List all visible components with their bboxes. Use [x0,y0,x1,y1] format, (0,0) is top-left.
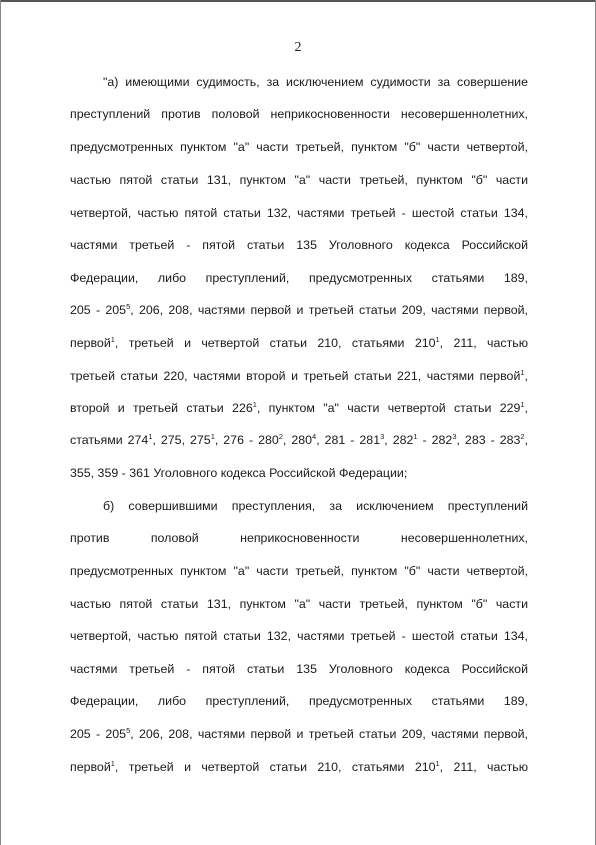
text-line: предусмотренных пунктом "а" части третьей, пунктом "б" части четвертой, [70,564,528,578]
page-top-border [0,0,596,2]
text-line: частью пятой статьи 131, пунктом "а" части третьей, пунктом "б" части [70,173,528,187]
text-line: предусмотренных пунктом "а" части третьей, пунктом "б" части четвертой, [70,140,528,154]
text-line: 355, 359 - 361 Уголовного кодекса Российской Федерации; [70,466,408,480]
text-line: четвертой, частью пятой статьи 132, частями третьей - шестой статьи 134, [70,629,528,643]
page-left-border [0,0,1,845]
text-line: б) совершившими преступления, за исключением преступлений [103,499,528,513]
text-line: $205 - 205^5$, 206, 208, частями первой и третьей статьи 209, частями первой, [70,726,529,741]
text-line: Федерации, либо преступлений, предусмотренных статьями 189, [70,271,528,285]
text-line: четвертой, частью пятой статьи 132, частями третьей - шестой статьи 134, [70,206,528,220]
page-number: 2 [294,40,302,55]
text-line: частью пятой статьи 131, пунктом "а" части третьей, пунктом "б" части [70,597,528,611]
text-line: третьей статьи 220, частями второй и третьей статьи 221, частями первой$^1$, [70,368,528,383]
text-line: первой$^1$, третьей и четвертой статьи 210, статьями $210^1$, 211, частью [70,759,528,774]
text-line: против половой неприкосновенности несовершеннолетних, [70,531,528,545]
text-line: преступлений против половой неприкосновенности несовершеннолетних, [70,107,528,121]
text-line: частями третьей - пятой статьи 135 Уголовного кодекса Российской [70,662,528,676]
text-line: первой$^1$, третьей и четвертой статьи 210, статьями $210^1$, 211, частью [70,335,528,350]
text-line: статьями $274^1$, 275, $275^1$, $276 - 280^2$, $280^4$, $281 - 281^3$, $282^1 - 282^3$, $283 - 283^2$, [70,432,529,447]
text-line: второй и третьей статьи $226^1$, пунктом "а" части четвертой статьи $229^1$, [70,400,528,415]
text-line: "а) имеющими судимость, за исключением судимости за совершение [103,75,528,89]
text-line: $205 - 205^5$, 206, 208, частями первой и третьей статьи 209, частями первой, [70,302,529,317]
text-line: Федерации, либо преступлений, предусмотренных статьями 189, [70,694,528,708]
text-line: частями третьей - пятой статьи 135 Уголовного кодекса Российской [70,238,528,252]
